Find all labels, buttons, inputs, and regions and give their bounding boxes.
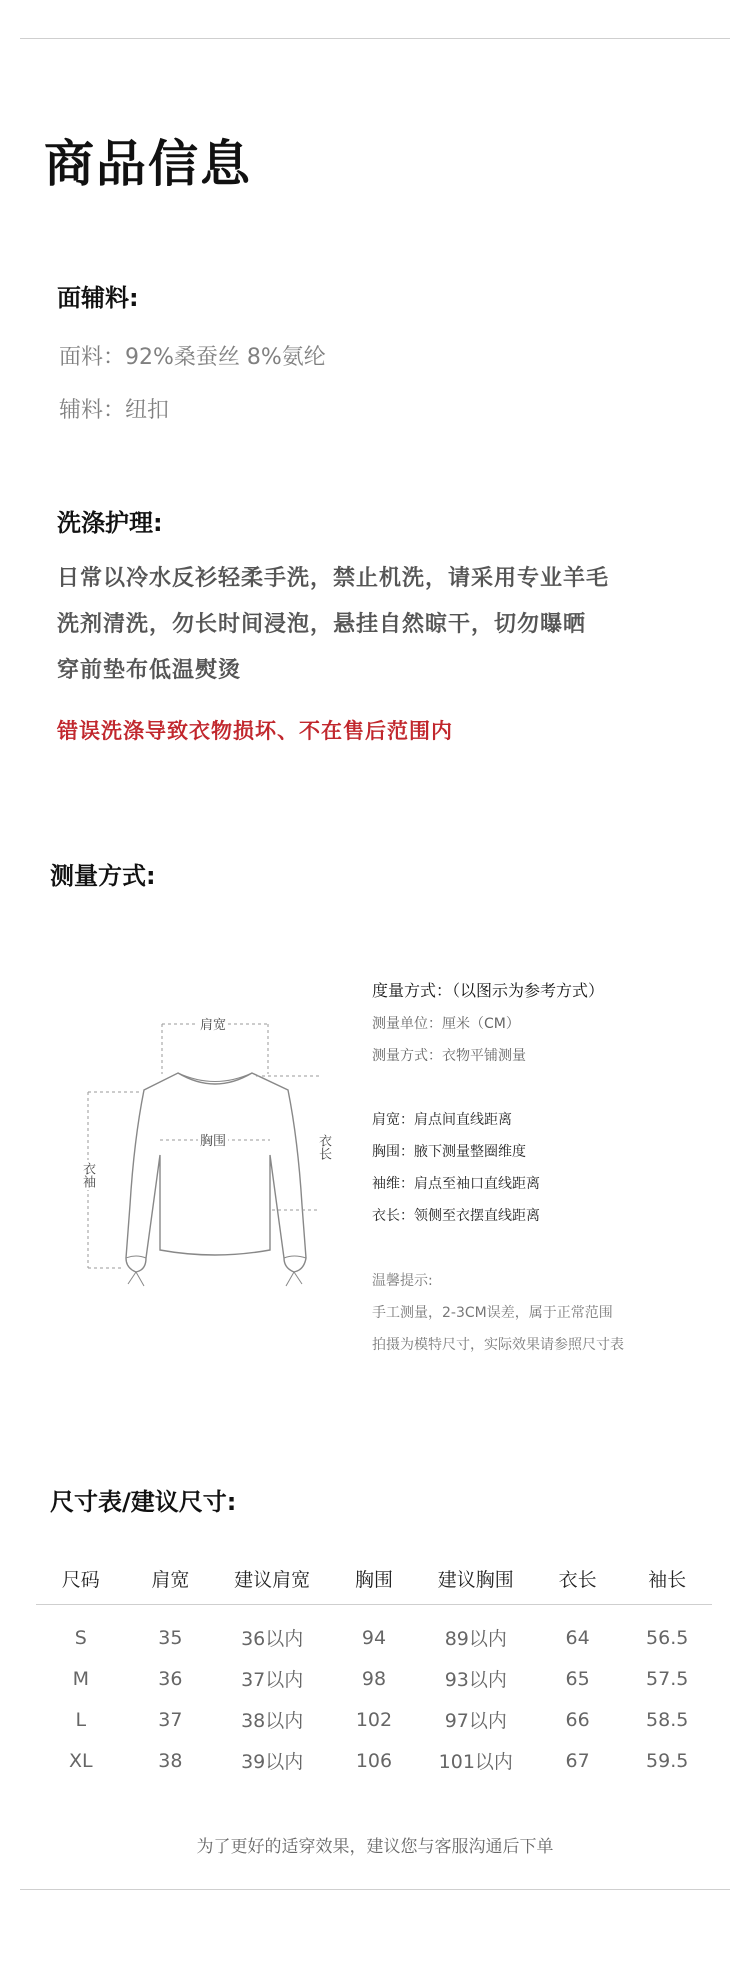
cell-suggested-shoulder: 38以内 [241,1710,304,1732]
table-row [36,1699,712,1740]
definition-sleeve: 袖维：肩点至袖口直线距离 [372,1176,540,1192]
size-table-title: 尺寸表/建议尺寸: [50,1488,237,1516]
cell-sleeve: 58.5 [646,1708,689,1731]
care-section-title: 洗涤护理: [57,509,163,537]
garment-diagram [80,1010,331,1290]
cell-chest: 98 [361,1667,387,1690]
cell-suggested-shoulder: 36以内 [241,1628,304,1650]
cell-length: 66 [565,1708,590,1731]
cell-shoulder: 38 [158,1749,183,1772]
diagram-label-chest: 胸围 [198,1130,228,1149]
header-size: 尺码 [36,1552,126,1605]
page-title: 商品信息 [44,135,252,193]
header-shoulder: 肩宽 [126,1552,216,1605]
cell-size: L [75,1708,87,1731]
cell-size: S [74,1626,87,1649]
header-length: 衣长 [533,1552,623,1605]
diagram-label-shoulder: 肩宽 [198,1014,228,1033]
tip-line-2: 拍摄为模特尺寸，实际效果请参照尺寸表 [372,1337,624,1353]
fabric-section-title: 面辅料: [57,284,139,312]
care-line-1: 日常以冷水反衫轻柔手洗，禁止机洗，请采用专业羊毛 [57,566,610,591]
tip-line-1: 手工测量，2-3CM误差，属于正常范围 [372,1305,613,1321]
definition-chest: 胸围：腋下测量整圈维度 [372,1144,526,1160]
definition-shoulder: 肩宽：肩点间直线距离 [372,1112,512,1128]
bottom-divider [20,1889,730,1890]
cell-suggested-chest: 101以内 [438,1751,513,1773]
cell-chest: 106 [355,1749,393,1772]
cell-shoulder: 36 [158,1667,183,1690]
cell-length: 67 [565,1749,590,1772]
table-row [36,1658,712,1699]
cell-shoulder: 35 [158,1626,183,1649]
table-row [36,1740,712,1781]
size-table [36,1552,712,1781]
cell-size: M [72,1667,89,1690]
cell-sleeve: 59.5 [646,1749,689,1772]
cell-suggested-shoulder: 37以内 [241,1669,304,1691]
cell-length: 65 [565,1667,590,1690]
diagram-label-length: 衣长 [316,1134,331,1160]
header-chest: 胸围 [329,1552,419,1605]
table-row [36,1617,712,1658]
cell-length: 64 [565,1626,590,1649]
cell-sleeve: 57.5 [646,1667,689,1690]
header-suggested-chest: 建议胸围 [419,1552,533,1605]
cell-sleeve: 56.5 [646,1626,689,1649]
header-sleeve: 袖长 [622,1552,712,1605]
accessory-text: 辅料：纽扣 [59,398,170,423]
cell-suggested-chest: 97以内 [444,1710,507,1732]
care-line-3: 穿前垫布低温熨烫 [57,658,242,683]
header-suggested-shoulder: 建议肩宽 [215,1552,329,1605]
measure-section-title: 测量方式: [50,862,156,890]
cell-suggested-chest: 89以内 [444,1628,507,1650]
cell-chest: 94 [361,1626,387,1649]
measure-heading: 度量方式：（以图示为参考方式） [372,981,605,1000]
cell-suggested-shoulder: 39以内 [241,1751,304,1773]
tips-title: 温馨提示: [372,1273,433,1289]
cell-chest: 102 [355,1708,393,1731]
main-fabric-text: 面料：92%桑蚕丝 8%氨纶 [59,345,326,370]
definition-length: 衣长：领侧至衣摆直线距离 [372,1208,540,1224]
blouse-outline-icon [80,1010,320,1290]
cell-suggested-chest: 93以内 [444,1669,507,1691]
care-line-2: 洗剂清洗，勿长时间浸泡，悬挂自然晾干，切勿曝晒 [57,612,587,637]
care-warning: 错误洗涤导致衣物损坏、不在售后范围内 [57,719,453,743]
top-divider [20,38,730,39]
cell-size: XL [68,1749,93,1772]
size-table-header-row [36,1552,712,1605]
cell-shoulder: 37 [158,1708,183,1731]
measure-method: 测量方式：衣物平铺测量 [372,1048,526,1064]
diagram-label-sleeve: 衣袖 [80,1162,95,1188]
footer-note: 为了更好的适穿效果，建议您与客服沟通后下单 [196,1837,554,1857]
measure-unit: 测量单位：厘米（CM） [372,1016,520,1032]
